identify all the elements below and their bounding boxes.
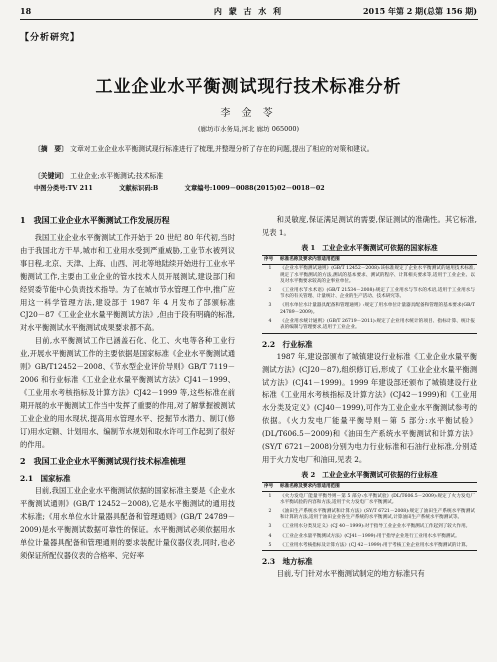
paragraph: 我国工业企业水平衡测试工作开始于 20 世纪 80 年代初,当时由于我国北方干旱,城市和工业用水受到严重威胁,工业节水被列议事日程,北京、天津、上海、山西、河北等地陆续开始进行工业水平衡测试工作,主要由工业企业的管水技术人员开展测试,建设部门和经贸委节能中心负责技术指导。为了在城市节水管理工作中,推广应用这一科学管理方法,建设部于 1987 年 4 月发布了部颁标准 CJ20－87《工业企业水量平衡测试方法》,但由于段有明确的标准,对水平衡测试水平衡测试成果要求都不高。 bbox=[20, 233, 235, 333]
table-header: 序号 bbox=[262, 482, 278, 491]
affiliation: (廊坊市水务局,河北 廊坊 065000) bbox=[197, 125, 300, 133]
header-rule bbox=[20, 19, 478, 20]
row-text: 《工业企业水量平衡测试方法》(CJ41－1999):用于指导企业进行工业用水水平衡测试。 bbox=[280, 533, 460, 539]
row-text: 《火力发电厂能量平衡导则－第 5 部分:水平衡试验》(DL/T606.5－2009):规定了火力发电厂水平衡试验的内容和方法,适用于火力发电厂水平衡测试。 bbox=[280, 493, 475, 505]
journal-name: 内 蒙 古 水 利 bbox=[213, 6, 284, 16]
table-row bbox=[262, 541, 477, 551]
table-1 bbox=[262, 255, 477, 334]
table-header: 标准名称及要求内容适用范围 bbox=[278, 255, 477, 264]
row-number: 3 bbox=[268, 524, 272, 530]
table-2-caption: 表 2 工业企业水平衡测试可依据的行业标准 bbox=[301, 470, 438, 479]
table-header: 标准名称及要求内容适用范围 bbox=[278, 482, 477, 491]
table-row bbox=[262, 532, 477, 541]
row-text: 《企业水平衡测试通则》(GB/T 12452－2008):该标准规定了企业水平衡测试的通用技术标准,规定了水平衡测试的方法,测试的基本要求、测试的程序、计算相关要求等,适用于工业企业、以及对水平衡要求较高的企事业单位。 bbox=[280, 266, 475, 284]
paragraph: 1987 年,建设部颁布了城镇建设行业标准《工业企业水量平衡测试方法》(CJ20－87),组织修订后,形成了《工业企业水量平衡测试方法》(CJ41－1999)。1999 年建设部还颁布了城镇建设行业标准《工业用水考核指标及计算方法》(CJ42－1999)和《工业用水分类及定义》(CJ40－1999),可作为工业企业水平衡测试参考的依据。《火力发电厂能量平衡导则－第 5 部分:水平衡试验》(DL/T606.5－2009)和《油田生产系统水平衡测试和计算方法》(SY/T 6721－2008)分别为电力行业标准和石油行业标准,分别适用于火力发电厂和油田,见表 2。 bbox=[262, 351, 477, 464]
table-header: 序号 bbox=[262, 255, 278, 264]
table-row bbox=[262, 287, 477, 302]
paragraph: 和灵敏度,保证满足测试的需要,保证测试的准确性。其它标准,见表 1。 bbox=[262, 215, 477, 237]
row-number: 4 bbox=[262, 317, 278, 333]
row-text: 《用水单位水计量器具配备和管理通则》:规定了用水单位计量器具配备和管理的基本要求(GB/T 24789－2009)。 bbox=[280, 303, 475, 315]
abstract bbox=[34, 143, 466, 155]
issue-info: 2015 年第 2 期(总第 156 期) bbox=[362, 6, 477, 16]
clc-number: 中图分类号:TV 211 bbox=[34, 185, 93, 192]
table-2 bbox=[262, 482, 477, 552]
row-number: 4 bbox=[268, 533, 272, 539]
section-tag: 【分析研究】 bbox=[20, 33, 81, 43]
left-column bbox=[20, 214, 235, 563]
row-text: 《工业用水分类及定义》(CJ 40－1999):对于指导工业企业水平衡测试工作起到了较大作用。 bbox=[280, 524, 471, 530]
doc-code: 文献标识码:B bbox=[119, 185, 159, 192]
table-row bbox=[262, 507, 477, 522]
paragraph: 目前,我国工业企业水平衡测试依据的国家标准主要是《企业水平衡测试通则》(GB/T 12452－2008),它是水平衡测试的通用技术标准;《用水单位水计量器具配备和管理通则》(GB/T 24789－2009)是水平衡测试数据可靠性的保证。水平衡测试必须依据用水单位计量器具配备和管理通则的要求装配计量仪器仪表,同时,也必须保证所配仪器仪表的合格率、完好率 bbox=[20, 486, 235, 560]
row-text: 《工业用水考核指标及计算方法》(CJ 42－1999):用于考核工业企业用水水平衡测试的计算。 bbox=[278, 541, 477, 551]
row-number: 5 bbox=[262, 541, 278, 551]
abstract-text: 文章对工业企业水平衡测试现行标准进行了梳理,并整理分析了存在的问题,提出了相应的对策和建议。 bbox=[70, 145, 374, 153]
meta-line bbox=[34, 183, 466, 195]
table-row bbox=[262, 302, 477, 317]
heading-2-2: 2.2 行业标准 bbox=[262, 339, 313, 349]
heading-2-3: 2.3 地方标准 bbox=[262, 557, 313, 567]
table-row bbox=[262, 317, 477, 333]
author: 李 金 苓 bbox=[220, 108, 277, 119]
row-number: 1 bbox=[268, 493, 272, 499]
heading-2-1: 2.1 国家标准 bbox=[20, 474, 71, 484]
article-title: 工业企业水平衡测试现行技术标准分析 bbox=[95, 77, 402, 97]
row-text: 《企业用水统计通则》(GB/T 26719－2011):规定了企业用水统计的项目、指标计算、统计报表的编制与管理要求,适用于工业企业。 bbox=[278, 317, 477, 333]
row-number: 3 bbox=[268, 303, 272, 309]
heading-1: 1 我国工业企业水平衡测试工作发展历程 bbox=[20, 215, 170, 225]
keywords-label: 〔关键词〕 bbox=[34, 172, 68, 180]
paragraph: 目前,水平衡测试工作已涵盖石化、化工、火电等各种工业行业,开展水平衡测试工作的主要依据是国家标准《企业水平衡测试通则》GB/T12452－2008、《节水型企业评价导则》GB/T 7119－2006 和行业标准《工业企业水量平衡测试方法》CJ41－1999、《工业用水考核指标及计算方法》CJ42－1999 等,这些标准在前期开展的水平衡测试工作当中发挥了重要的作用,对了解掌握被测试工业企业的用水现状,提高用水管理水平、挖掘节水潜力、制订(修订)用水定额、计划用水、编制节水规划和取水许可工作起到了很好的作用。 bbox=[20, 336, 235, 449]
heading-2: 2 我国工业企业水平衡测试现行技术标准梳理 bbox=[20, 456, 186, 467]
article-number: 文章编号:1009－0088(2015)02－0018－02 bbox=[184, 185, 325, 192]
row-text: 《油田生产系统水平衡测试和计算方法》(SY/T 6721－2008):规定了油田生产系统水平衡测试和计算的方法,适用于油田企业各生产系统的水平衡测试,计算油田生产系统水平衡测试等。 bbox=[280, 508, 475, 521]
row-number: 2 bbox=[268, 508, 272, 514]
table-row bbox=[262, 492, 477, 508]
table-row bbox=[262, 264, 477, 286]
table-1-caption: 表 1 工业企业水平衡测试可依据的国家标准 bbox=[301, 243, 438, 252]
keywords bbox=[34, 170, 466, 182]
row-number: 2 bbox=[268, 288, 272, 294]
paragraph: 目前,专门针对水平衡测试制定的地方标准只有 bbox=[276, 569, 425, 579]
page-number: 18 bbox=[20, 6, 32, 16]
table-row bbox=[262, 523, 477, 532]
right-column bbox=[262, 214, 477, 581]
abstract-label: 〔摘 要〕 bbox=[34, 145, 68, 153]
keywords-text: 工业企业;水平衡测试;技术标准 bbox=[70, 172, 164, 180]
row-number: 1 bbox=[268, 266, 272, 272]
row-text: 《工业用水节水术语》(GB/T 21534－2008):规定了工业用水与节水的术语,适用于工业用水与节水的有关管理、计量统计、企业的生产活动、技术研究等。 bbox=[280, 288, 475, 300]
